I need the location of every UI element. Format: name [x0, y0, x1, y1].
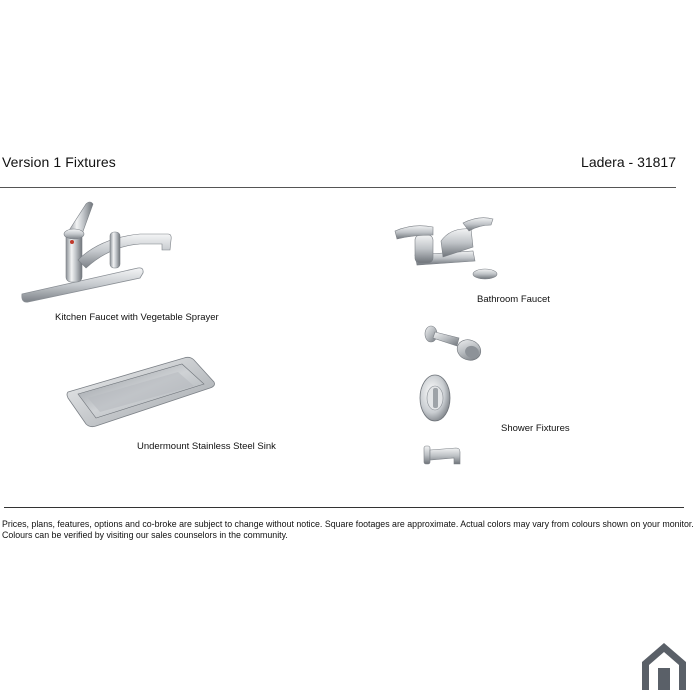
shower-head-image	[425, 324, 483, 364]
sink-caption: Undermount Stainless Steel Sink	[137, 441, 276, 452]
disclaimer-line-2: Colours can be verified by visiting our sales counselors in the community.	[2, 529, 288, 541]
kitchen-faucet-caption: Kitchen Faucet with Vegetable Sprayer	[55, 312, 219, 323]
page-title	[2, 154, 116, 170]
sink-image	[66, 356, 216, 428]
community-code: Ladera - 31817	[581, 154, 676, 170]
disclaimer	[2, 520, 694, 541]
title-version: Version 1	[2, 154, 62, 170]
house-logo-icon	[639, 640, 689, 690]
shower-valve-image	[418, 374, 454, 424]
bathroom-faucet-image	[393, 213, 498, 283]
footer-divider	[4, 507, 684, 508]
kitchen-faucet-image	[20, 198, 175, 308]
disclaimer-line-1: Prices, plans, features, options and co-broke are subject to change without notice. Square footages are approximate. Actual colors may vary from colours shown on your monitor.	[2, 519, 694, 530]
header-divider	[0, 187, 676, 188]
shower-caption: Shower Fixtures	[501, 423, 570, 434]
tub-spout-image	[424, 442, 464, 468]
title-fixtures: Fixtures	[65, 154, 116, 170]
bathroom-faucet-caption: Bathroom Faucet	[477, 294, 550, 305]
